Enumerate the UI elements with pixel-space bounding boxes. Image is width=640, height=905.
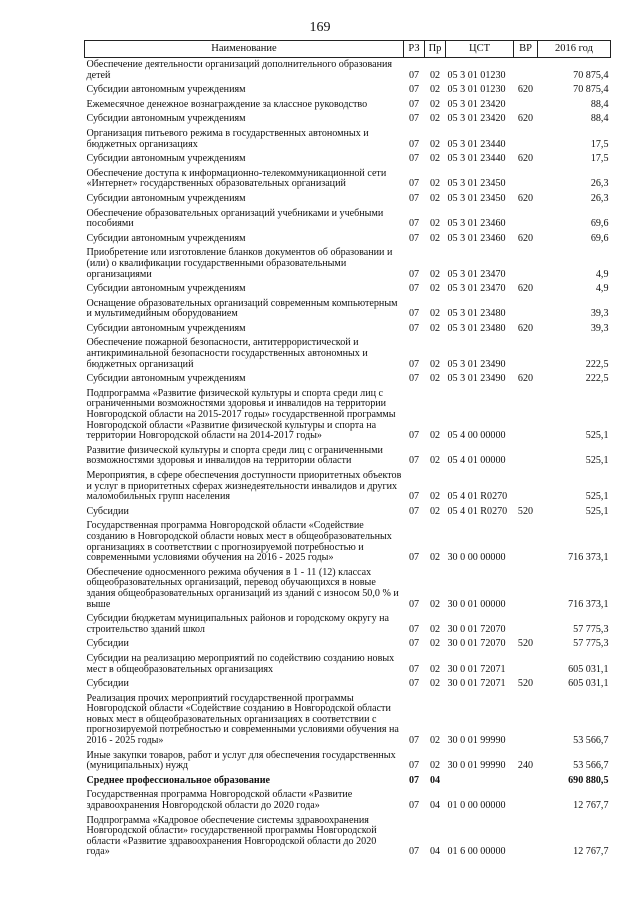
row-amount: 57 775,3 xyxy=(573,638,609,650)
row-rz: 07 xyxy=(408,358,420,370)
row-rz: 07 xyxy=(408,138,420,150)
table-row xyxy=(85,677,611,692)
table-row xyxy=(85,469,611,505)
row-vr xyxy=(514,566,538,612)
column-header-pr: Пр xyxy=(425,41,446,58)
row-name: Ежемесячное денежное вознаграждение за классное руководство xyxy=(86,98,368,110)
row-amount: 525,1 xyxy=(585,505,609,517)
table-row xyxy=(85,652,611,677)
page-number: 169 xyxy=(309,20,331,35)
row-name: Подпрограмма «Развитие физической культуры и спорта среди лиц с ограниченными возможностями здоровья и инвалидов на территории Новгородской области на 2015-2017 годы» государственной программы Новгородской области «Развитие физической культуры и спорта на территории Новгородской области на 2014-2017 годы» xyxy=(86,387,396,442)
row-pr: 02 xyxy=(429,358,441,370)
row-vr: 620 xyxy=(517,113,534,125)
row-name: Государственная программа Новгородской области «Развитие здравоохранения Новгородской области до 2020 года» xyxy=(86,789,353,812)
column-header-cst: ЦСТ xyxy=(446,41,514,58)
row-pr: 02 xyxy=(429,623,441,635)
row-rz: 07 xyxy=(408,69,420,81)
row-vr xyxy=(514,336,538,372)
row-cst: 30 0 01 00000 xyxy=(447,598,506,610)
table-row xyxy=(85,83,611,98)
row-vr: 620 xyxy=(517,232,534,244)
row-name: Мероприятия, в сфере обеспечения доступности приоритетных объектов и услуг в приоритетных сферах жизнедеятельности инвалидов и других маломобильных групп населения xyxy=(86,470,402,503)
table-header xyxy=(85,41,611,58)
row-name: Субсидии автономным учреждениям xyxy=(86,113,246,125)
row-name: Субсидии автономным учреждениям xyxy=(86,192,246,204)
row-cst: 01 0 00 00000 xyxy=(447,800,506,812)
row-amount: 69,6 xyxy=(590,232,609,244)
row-cst: 05 3 01 01230 xyxy=(447,69,506,81)
row-pr: 02 xyxy=(429,283,441,295)
row-rz: 07 xyxy=(408,846,420,858)
row-vr xyxy=(514,58,538,84)
column-header-name: Наименование xyxy=(85,41,404,58)
row-vr xyxy=(514,127,538,152)
row-vr: 620 xyxy=(517,153,534,165)
row-cst: 30 0 01 72071 xyxy=(447,663,506,675)
row-amount: 69,6 xyxy=(590,218,609,230)
table-row xyxy=(85,112,611,127)
row-amount: 70 875,4 xyxy=(573,69,609,81)
table-row xyxy=(85,749,611,774)
table-row xyxy=(85,58,611,84)
row-pr: 02 xyxy=(429,153,441,165)
row-rz: 07 xyxy=(408,774,420,786)
row-vr xyxy=(514,612,538,637)
row-vr: 520 xyxy=(517,638,534,650)
row-name: Среднее профессиональное образование xyxy=(86,774,271,786)
row-amount: 17,5 xyxy=(590,153,609,165)
row-rz: 07 xyxy=(408,218,420,230)
row-cst: 05 3 01 23450 xyxy=(447,178,506,190)
table-row xyxy=(85,519,611,565)
row-name: Обеспечение образовательных организаций учебниками и учебными пособиями xyxy=(86,207,384,230)
row-rz: 07 xyxy=(408,760,420,772)
row-vr: 620 xyxy=(517,322,534,334)
row-vr xyxy=(514,814,538,860)
row-rz: 07 xyxy=(408,178,420,190)
row-pr: 02 xyxy=(429,735,441,747)
row-amount: 53 566,7 xyxy=(573,735,609,747)
row-amount: 39,3 xyxy=(590,308,609,320)
row-amount: 716 373,1 xyxy=(568,552,609,564)
row-vr: 620 xyxy=(517,84,534,96)
row-rz: 07 xyxy=(408,322,420,334)
table-body xyxy=(85,58,611,861)
row-name: Субсидии xyxy=(86,505,129,517)
row-amount: 57 775,3 xyxy=(573,623,609,635)
row-pr: 02 xyxy=(429,113,441,125)
row-amount: 88,4 xyxy=(590,113,609,125)
table-row xyxy=(85,167,611,192)
row-vr xyxy=(514,297,538,322)
table-row xyxy=(85,232,611,247)
row-name: Иные закупки товаров, работ и услуг для обеспечения государственных (муниципальных) нужд xyxy=(86,749,396,772)
row-vr xyxy=(514,692,538,749)
row-rz: 07 xyxy=(408,232,420,244)
row-rz: 07 xyxy=(408,491,420,503)
row-cst: 05 3 01 23470 xyxy=(447,268,506,280)
row-rz: 07 xyxy=(408,113,420,125)
row-name: Субсидии автономным учреждениям xyxy=(86,322,246,334)
row-cst: 30 0 01 99990 xyxy=(447,760,506,772)
table-row xyxy=(85,788,611,813)
row-amount: 39,3 xyxy=(590,322,609,334)
row-pr: 02 xyxy=(429,84,441,96)
table-row xyxy=(85,637,611,652)
row-vr: 520 xyxy=(517,678,534,690)
row-cst: 05 3 01 23480 xyxy=(447,322,506,334)
row-cst: 05 3 01 23480 xyxy=(447,308,506,320)
row-amount: 605 031,1 xyxy=(568,663,609,675)
row-pr: 02 xyxy=(429,178,441,190)
row-amount: 26,3 xyxy=(590,178,609,190)
table-row xyxy=(85,207,611,232)
row-vr: 620 xyxy=(517,283,534,295)
row-rz: 07 xyxy=(408,638,420,650)
row-pr: 02 xyxy=(429,678,441,690)
row-cst: 05 4 01 R0270 xyxy=(447,491,508,503)
row-cst: 05 4 01 00000 xyxy=(447,455,506,467)
row-amount: 525,1 xyxy=(585,491,609,503)
row-rz: 07 xyxy=(408,430,420,442)
row-cst: 05 4 00 00000 xyxy=(447,430,506,442)
row-cst: 05 3 01 23490 xyxy=(447,358,506,370)
row-vr: 620 xyxy=(517,373,534,385)
table-row xyxy=(85,387,611,444)
row-cst: 05 3 01 23450 xyxy=(447,192,506,204)
row-name: Обеспечение деятельности организаций дополнительного образования детей xyxy=(86,59,393,81)
row-cst: 01 6 00 00000 xyxy=(447,846,506,858)
row-pr: 02 xyxy=(429,138,441,150)
row-name: Государственная программа Новгородской области «Содействие созданию в Новгородской области новых мест в общеобразовательных организациях в соответствии с прогнозируемой потребностью и современными условиями обучения на 2016 - 2025 годы» xyxy=(86,520,392,564)
row-name: Реализация прочих мероприятий государственной программы Новгородской области «Содействие созданию в Новгородской области новых мест в общеобразовательных организациях в соответствии с прогнозируемой потребностью и современными условиями обучения на 2016 - 2025 годы» xyxy=(86,692,399,747)
row-pr: 02 xyxy=(429,268,441,280)
row-amount: 690 880,5 xyxy=(568,774,609,786)
row-pr: 02 xyxy=(429,192,441,204)
row-name: Субсидии xyxy=(86,678,129,690)
row-rz: 07 xyxy=(408,84,420,96)
row-rz: 07 xyxy=(408,153,420,165)
row-amount: 70 875,4 xyxy=(573,84,609,96)
table-row xyxy=(85,692,611,749)
row-amount: 12 767,7 xyxy=(573,846,609,858)
table-row xyxy=(85,444,611,469)
row-pr: 02 xyxy=(429,598,441,610)
table-row xyxy=(85,282,611,297)
table-row xyxy=(85,612,611,637)
row-rz: 07 xyxy=(408,598,420,610)
row-amount: 12 767,7 xyxy=(573,800,609,812)
row-vr xyxy=(514,98,538,113)
row-rz: 07 xyxy=(408,623,420,635)
row-pr: 02 xyxy=(429,760,441,772)
table-row xyxy=(85,774,611,789)
row-amount: 17,5 xyxy=(590,138,609,150)
row-name: Развитие физической культуры и спорта среди лиц с ограниченными возможностями здоровья и инвалидов на территории области xyxy=(86,444,383,467)
row-name: Приобретение или изготовление бланков документов об образовании и (или) о квалификации государственными образовательными организациями xyxy=(86,247,393,280)
row-vr xyxy=(514,469,538,505)
row-vr xyxy=(514,246,538,282)
row-amount: 525,1 xyxy=(585,455,609,467)
row-vr: 620 xyxy=(517,192,534,204)
row-pr: 02 xyxy=(429,98,441,110)
row-pr: 02 xyxy=(429,218,441,230)
table-row xyxy=(85,98,611,113)
budget-table xyxy=(84,40,611,860)
table-row xyxy=(85,372,611,387)
table-row xyxy=(85,322,611,337)
row-rz: 07 xyxy=(408,98,420,110)
table-row xyxy=(85,127,611,152)
row-pr: 02 xyxy=(429,638,441,650)
table-row xyxy=(85,814,611,860)
row-amount: 525,1 xyxy=(585,430,609,442)
table-row xyxy=(85,566,611,612)
row-vr: 520 xyxy=(517,505,534,517)
column-header-rz: РЗ xyxy=(404,41,425,58)
row-pr: 02 xyxy=(429,455,441,467)
row-rz: 07 xyxy=(408,308,420,320)
row-cst: 05 3 01 23420 xyxy=(447,113,506,125)
row-cst: 05 3 01 23460 xyxy=(447,232,506,244)
row-vr xyxy=(514,652,538,677)
row-cst: 05 3 01 01230 xyxy=(447,84,506,96)
row-amount: 26,3 xyxy=(590,192,609,204)
row-cst: 30 0 00 00000 xyxy=(447,552,506,564)
row-cst: 05 3 01 23470 xyxy=(447,283,506,295)
table-row xyxy=(85,152,611,167)
row-pr: 02 xyxy=(429,373,441,385)
row-cst: 30 0 01 72070 xyxy=(447,638,506,650)
row-name: Оснащение образовательных организаций современным компьютерным и мультимедийным оборудованием xyxy=(86,297,398,320)
row-amount: 222,5 xyxy=(585,358,609,370)
row-name: Организация питьевого режима в государственных автономных и бюджетных организациях xyxy=(86,127,369,150)
row-amount: 88,4 xyxy=(590,98,609,110)
row-rz: 07 xyxy=(408,268,420,280)
row-name: Субсидии автономным учреждениям xyxy=(86,232,246,244)
row-pr: 02 xyxy=(429,322,441,334)
row-vr: 240 xyxy=(517,760,534,772)
row-name: Субсидии xyxy=(86,638,129,650)
table-row xyxy=(85,297,611,322)
row-amount: 716 373,1 xyxy=(568,598,609,610)
row-vr xyxy=(514,444,538,469)
row-vr xyxy=(514,519,538,565)
row-amount: 53 566,7 xyxy=(573,760,609,772)
row-vr xyxy=(514,207,538,232)
row-rz: 07 xyxy=(408,192,420,204)
row-cst: 05 3 01 23460 xyxy=(447,218,506,230)
row-pr: 02 xyxy=(429,552,441,564)
row-pr: 02 xyxy=(429,663,441,675)
row-pr: 02 xyxy=(429,308,441,320)
row-name: Подпрограмма «Кадровое обеспечение системы здравоохранения Новгородской области» государственной программы Новгородской области «Развитие здравоохранения Новгородской области до 2020 года» xyxy=(86,814,377,858)
row-name: Субсидии автономным учреждениям xyxy=(86,373,246,385)
row-vr xyxy=(514,788,538,813)
row-rz: 07 xyxy=(408,552,420,564)
row-amount: 4,9 xyxy=(595,268,609,280)
row-cst: 30 0 01 72071 xyxy=(447,678,506,690)
row-pr: 02 xyxy=(429,491,441,503)
table-row xyxy=(85,505,611,520)
row-rz: 07 xyxy=(408,505,420,517)
row-name: Субсидии на реализацию мероприятий по содействию созданию новых мест в общеобразовательных организациях xyxy=(86,652,395,675)
row-rz: 07 xyxy=(408,455,420,467)
column-header-vr: ВР xyxy=(514,41,538,58)
row-pr: 02 xyxy=(429,505,441,517)
row-cst: 30 0 01 99990 xyxy=(447,735,506,747)
row-pr: 04 xyxy=(429,846,441,858)
row-cst: 05 4 01 R0270 xyxy=(447,505,508,517)
row-vr xyxy=(514,774,538,789)
table-row xyxy=(85,246,611,282)
row-pr: 02 xyxy=(429,232,441,244)
row-pr: 04 xyxy=(429,774,441,786)
table-row xyxy=(85,336,611,372)
row-cst: 05 3 01 23420 xyxy=(447,98,506,110)
column-header-year: 2016 год xyxy=(538,41,611,58)
row-rz: 07 xyxy=(408,678,420,690)
row-name: Субсидии бюджетам муниципальных районов и городскому округу на строительство зданий школ xyxy=(86,613,390,635)
row-name: Субсидии автономным учреждениям xyxy=(86,153,246,165)
row-rz: 07 xyxy=(408,735,420,747)
row-cst: 05 3 01 23490 xyxy=(447,373,506,385)
row-rz: 07 xyxy=(408,283,420,295)
row-rz: 07 xyxy=(408,373,420,385)
row-name: Обеспечение односменного режима обучения в 1 - 11 (12) классах общеобразовательных организаций, перевод обучающихся в новые здания общеобразовательных организаций из зданий с износом 50,0 % и выше xyxy=(86,566,399,610)
row-cst xyxy=(446,774,514,789)
row-name: Субсидии автономным учреждениям xyxy=(86,84,246,96)
row-rz: 07 xyxy=(408,663,420,675)
row-name: Обеспечение доступа к информационно-телекоммуникационной сети «Интернет» государственных образовательных организаций xyxy=(86,167,387,190)
row-cst: 05 3 01 23440 xyxy=(447,138,506,150)
row-name: Субсидии автономным учреждениям xyxy=(86,283,246,295)
row-amount: 222,5 xyxy=(585,373,609,385)
row-cst: 05 3 01 23440 xyxy=(447,153,506,165)
row-vr xyxy=(514,167,538,192)
row-vr xyxy=(514,387,538,444)
row-pr: 02 xyxy=(429,69,441,81)
row-amount: 4,9 xyxy=(595,283,609,295)
row-pr: 04 xyxy=(429,800,441,812)
row-amount: 605 031,1 xyxy=(568,678,609,690)
row-pr: 02 xyxy=(429,430,441,442)
table-row xyxy=(85,192,611,207)
row-rz: 07 xyxy=(408,800,420,812)
row-name: Обеспечение пожарной безопасности, антитеррористической и антикриминальной безопасности государственных автономных и бюджетных организаций xyxy=(86,337,368,370)
row-cst: 30 0 01 72070 xyxy=(447,623,506,635)
